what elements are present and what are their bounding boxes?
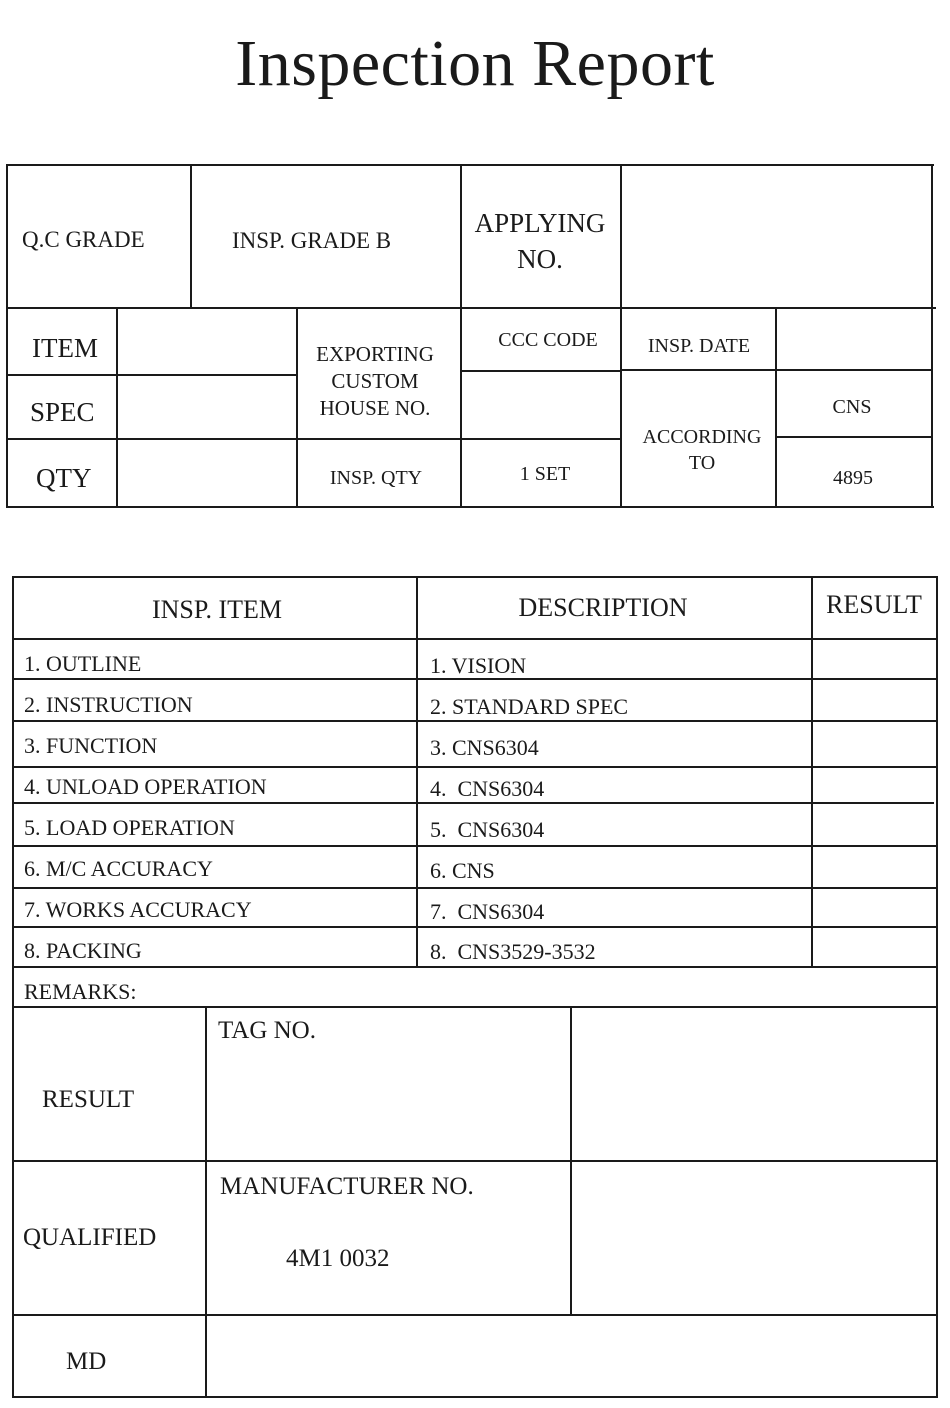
insp-qty-value: 1 SET — [519, 463, 571, 485]
table-rule — [12, 887, 938, 889]
insp-item-cell: 2. INSTRUCTION — [24, 692, 193, 717]
table-rule — [12, 926, 938, 928]
table-rule — [190, 164, 192, 308]
insp-item-cell: 8. PACKING — [24, 938, 142, 963]
cns-value: 4895 — [833, 467, 873, 489]
table-border — [6, 164, 934, 166]
table-border — [6, 506, 934, 508]
result-label: RESULT — [42, 1086, 135, 1113]
description-cell: 8. CNS3529-3532 — [430, 939, 596, 964]
description-cell: 6. CNS — [430, 858, 495, 883]
insp-item-cell: 6. M/C ACCURACY — [24, 856, 213, 881]
insp-item-cell: 4. UNLOAD OPERATION — [24, 774, 267, 799]
manufacturer-no-value: 4M1 0032 — [286, 1245, 390, 1272]
applying-no-label: APPLYING — [474, 208, 606, 238]
qc-grade-label: Q.C GRADE — [22, 227, 145, 252]
table-border — [6, 164, 8, 508]
table-rule — [776, 436, 932, 438]
insp-item-cell: 5. LOAD OPERATION — [24, 815, 235, 840]
exporting-custom-house-label: HOUSE NO. — [319, 396, 431, 420]
insp-grade-value: INSP. GRADE B — [232, 228, 392, 253]
table-rule — [6, 307, 936, 309]
cns-label: CNS — [832, 396, 872, 418]
description-cell: 7. CNS6304 — [430, 899, 545, 924]
manufacturer-no-label: MANUFACTURER NO. — [220, 1173, 474, 1200]
table-rule — [6, 374, 297, 376]
item-label: ITEM — [32, 333, 98, 363]
table-rule — [12, 766, 938, 768]
table-border — [12, 576, 938, 578]
remarks-label: REMARKS: — [24, 979, 137, 1004]
spec-label: SPEC — [30, 397, 95, 427]
qty-label: QTY — [36, 463, 92, 493]
description-cell: 4. CNS6304 — [430, 776, 545, 801]
table-rule — [416, 576, 418, 968]
description-cell: 5. CNS6304 — [430, 817, 545, 842]
exporting-custom-house-label: CUSTOM — [331, 369, 419, 393]
table-rule — [205, 1008, 207, 1398]
table-border — [12, 1396, 938, 1398]
ccc-code-label: CCC CODE — [498, 329, 598, 351]
according-to-label: ACCORDING — [642, 426, 762, 448]
table-border — [931, 164, 933, 508]
table-rule — [460, 164, 462, 508]
table-rule — [12, 1006, 938, 1008]
insp-item-cell: 7. WORKS ACCURACY — [24, 897, 252, 922]
insp-date-label: INSP. DATE — [647, 335, 751, 357]
insp-item-header: INSP. ITEM — [151, 595, 283, 624]
insp-qty-label: INSP. QTY — [329, 467, 423, 489]
table-rule — [12, 966, 938, 968]
qualified-label: QUALIFIED — [23, 1224, 157, 1251]
description-cell: 2. STANDARD SPEC — [430, 694, 629, 719]
table-rule — [12, 802, 934, 804]
table-rule — [620, 164, 622, 508]
table-rule — [116, 309, 118, 508]
table-rule — [6, 438, 621, 440]
insp-item-cell: 1. OUTLINE — [24, 651, 142, 676]
description-cell: 3. CNS6304 — [430, 735, 539, 760]
table-border — [12, 576, 14, 1398]
table-rule — [570, 1008, 572, 1314]
table-border — [936, 576, 938, 1398]
table-rule — [461, 370, 621, 372]
result-header: RESULT — [826, 590, 922, 619]
tag-no-label: TAG NO. — [218, 1017, 316, 1044]
according-to-label: TO — [688, 452, 716, 474]
applying-no-label: NO. — [517, 244, 563, 274]
insp-item-cell: 3. FUNCTION — [24, 733, 158, 758]
description-header: DESCRIPTION — [518, 593, 688, 622]
page-title: Inspection Report — [235, 27, 715, 100]
table-rule — [12, 638, 936, 640]
table-rule — [12, 678, 938, 680]
table-rule — [12, 1160, 938, 1162]
table-rule — [12, 845, 938, 847]
table-rule — [775, 307, 777, 508]
table-rule — [12, 720, 938, 722]
exporting-custom-house-label: EXPORTING — [316, 342, 434, 366]
table-rule — [811, 576, 813, 968]
md-label: MD — [66, 1348, 107, 1375]
table-rule — [296, 309, 298, 508]
table-rule — [12, 1314, 938, 1316]
description-cell: 1. VISION — [430, 653, 527, 678]
